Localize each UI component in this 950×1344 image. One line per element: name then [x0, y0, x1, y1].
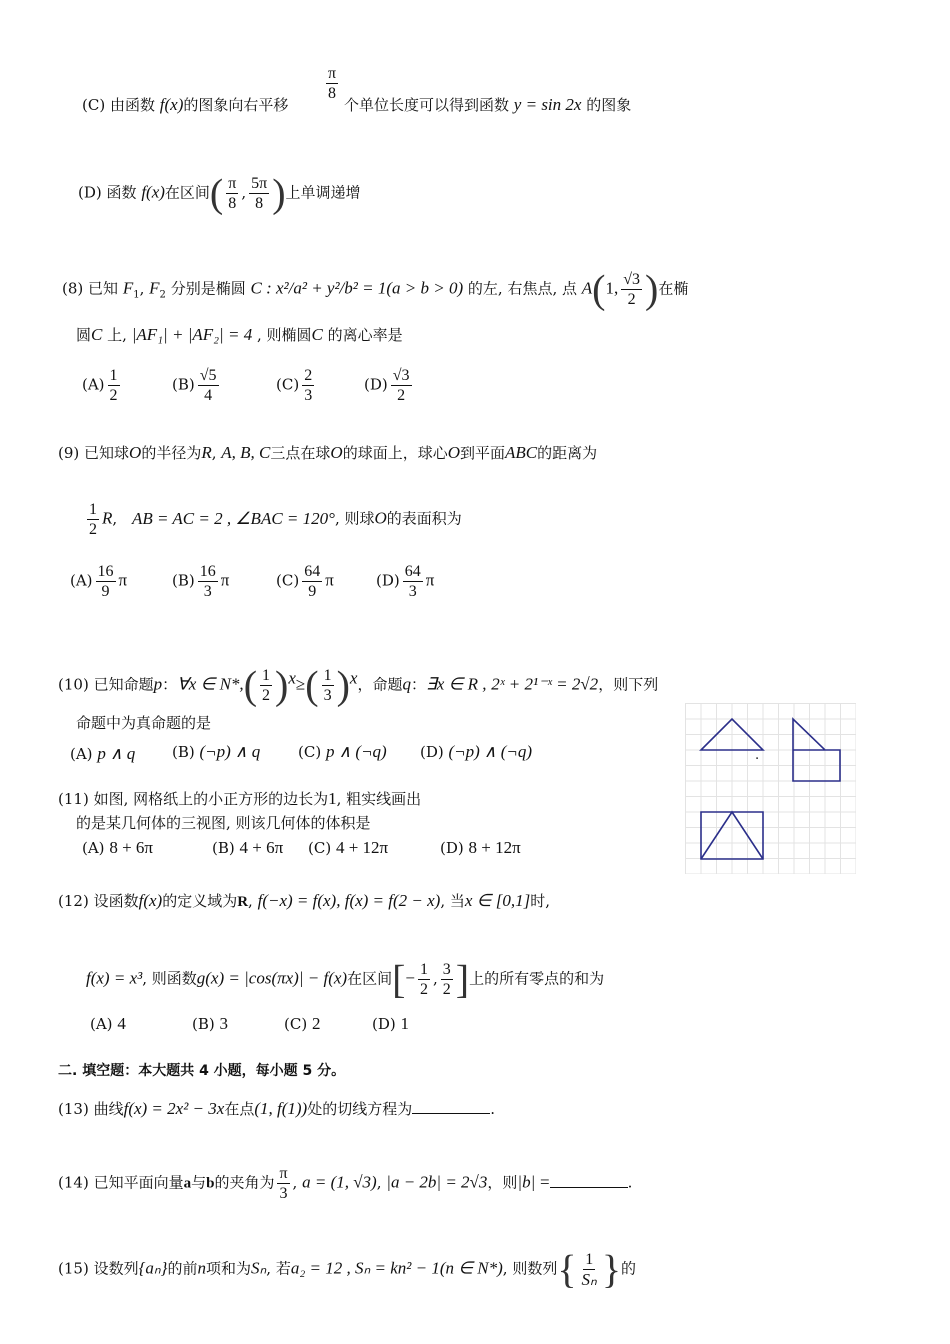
question-number: (14)	[58, 1173, 89, 1192]
q8-option-c: (C) $\frac{2}{3}$	[276, 367, 313, 404]
section-2-heading: 二. 填空题：本大题共 4 小题，每小题 5 分。	[58, 1063, 346, 1079]
question-number: (15)	[58, 1259, 89, 1278]
triangle-condition: AB = AC = 2 , ∠BAC = 120°	[131, 508, 335, 528]
q10-line2: 命题中为真命题的是	[76, 714, 212, 732]
q12-line2: f(x) = x³, 则函数g(x) = |cos(πx)| − f(x)在区间[− $\frac{1}{2}$ , $\frac{3}{2}$ ]上的所有零点的和为	[86, 956, 605, 1002]
math-fx: f(x)	[141, 182, 165, 202]
question-number: (9)	[58, 444, 80, 462]
q10-option-a: (A) p ∧ q	[70, 744, 136, 763]
question-number: (13)	[58, 1100, 89, 1118]
q10-line1: (10) 已知命题p：∀x ∈ N*,( $\frac{1}{2}$ )$^x$≥( $\frac{1}{3}$ )$^x$，命题q：∃x ∈ R , 2ˣ + 2¹⁻ˣ = 2√2，则下列	[58, 662, 659, 708]
q9-option-b: (B) $\frac{16}{3}$ π	[172, 563, 230, 600]
q12-option-b: (B) 3	[192, 1014, 229, 1033]
q8-option-b: (B) $\frac{√5}{4}$	[172, 367, 217, 404]
q9-option-c: (C) $\frac{64}{9}$ π	[276, 563, 334, 600]
q12-line1: (12) 设函数f(x)的定义域为R, f(−x) = f(x), f(x) = f(2 − x), 当x ∈ [0,1]时,	[58, 891, 551, 910]
q8-option-d: (D) $\frac{√3}{2}$	[364, 367, 410, 404]
figure-dot: .	[755, 748, 760, 763]
side-view-shape	[793, 719, 840, 781]
q11-option-b: (B) 4 + 6π	[212, 838, 284, 857]
q13-line: (13) 曲线f(x) = 2x² − 3x在点(1, f(1))处的切线方程为 .	[58, 1099, 496, 1118]
question-number: (12)	[58, 892, 89, 910]
frac-sqrt3-2: $\frac{√3}{2}$	[623, 271, 641, 308]
question-number: (11)	[58, 790, 89, 808]
three-view-drawing	[685, 703, 856, 874]
q7-pi-over-8: $\frac{\pi}{8}$	[328, 65, 337, 102]
q14-line: (14) 已知平面向量a与b的夹角为 $\frac{\pi}{3}$ , a = (1, √3), |a − 2b| = 2√3，则|b| = .	[58, 1165, 633, 1202]
q15-line: (15) 设数列{aₙ}的前n项和为Sₙ, 若a₂ = 12 , Sₙ = kn² − 1(n ∈ N*), 则数列{ $\frac{1}{\text{Sₙ}}$ }的	[58, 1246, 637, 1292]
q11-option-d: (D) 8 + 12π	[440, 838, 521, 857]
focal-sum-condition: |AF₁| + |AF₂| = 4	[131, 325, 253, 344]
q8-line2: 圆C 上, |AF₁| + |AF₂| = 4 , 则椭圆C 的离心率是	[76, 325, 403, 344]
math-fx: f(x)	[159, 95, 184, 114]
frac-one-half: $\frac{1}{2}$	[89, 501, 97, 538]
math-y-sin2x: y = sin 2x	[513, 95, 582, 114]
q11-line2: 的是某几何体的三视图, 则该几何体的体积是	[76, 814, 371, 832]
q12-option-c: (C) 2	[284, 1014, 321, 1033]
q12-option-d: (D) 1	[372, 1014, 410, 1033]
q10-option-b: (B) (¬p) ∧ q	[172, 742, 261, 761]
q12-option-a: (A) 4	[90, 1014, 126, 1033]
q10-option-d: (D) (¬p) ∧ (¬q)	[420, 742, 533, 761]
frac-5pi-8: $\frac{5\pi}{8}$	[251, 175, 268, 212]
q7-option-d: (D) 函数 f(x)在区间( $\frac{\pi}{8}$ , $\frac{5\pi}{8}$ )上单调递增	[78, 170, 361, 216]
q11-option-c: (C) 4 + 12π	[308, 838, 389, 857]
question-number: (10)	[58, 675, 89, 694]
q9-line2: $\frac{1}{2}$ R, AB = AC = 2 , ∠BAC = 120°, 则球O的表面积为	[89, 501, 462, 538]
three-view-figure	[685, 703, 856, 874]
option-label: (C)	[82, 96, 106, 114]
top-view-square	[701, 812, 763, 859]
frac-pi-8: $\frac{\pi}{8}$	[228, 175, 237, 212]
q9-line1: (9) 已知球O的半径为R, A, B, C三点在球O的球面上，球心O到平面ABC的距离为	[58, 443, 598, 462]
q7-option-c: (C) 由函数 f(x)的图象向右平移	[82, 95, 289, 114]
q8-option-a: (A) $\frac{1}{2}$	[82, 367, 118, 404]
q9-option-a: (A) $\frac{16}{9}$ π	[70, 563, 128, 600]
option-label: (D)	[78, 183, 102, 202]
front-view-triangle	[701, 719, 763, 750]
answer-blank	[550, 1173, 628, 1188]
answer-blank	[412, 1099, 490, 1114]
question-number: (8)	[62, 279, 84, 298]
q11-option-a: (A) 8 + 6π	[82, 838, 153, 857]
q11-line1: (11) 如图, 网格纸上的小正方形的边长为1, 粗实线画出	[58, 789, 422, 808]
q9-option-d: (D) $\frac{64}{3}$ π	[376, 563, 435, 600]
ellipse-equation: C : x²/a² + y²/b² = 1(a > b > 0)	[250, 278, 464, 298]
q10-option-c: (C) p ∧ (¬q)	[298, 742, 387, 761]
q7-option-c-tail: 个单位长度可以得到函数 y = sin 2x 的图象	[344, 95, 632, 114]
top-view-triangle	[701, 812, 763, 859]
q8-line1: (8) 已知 $F_1$, $F_2$ 分别是椭圆 C : x²/a² + y²/b² = 1(a > b > 0) 的左, 右焦点, 点 A(1, $\frac{√3}{2}$ )在椭	[62, 266, 689, 312]
